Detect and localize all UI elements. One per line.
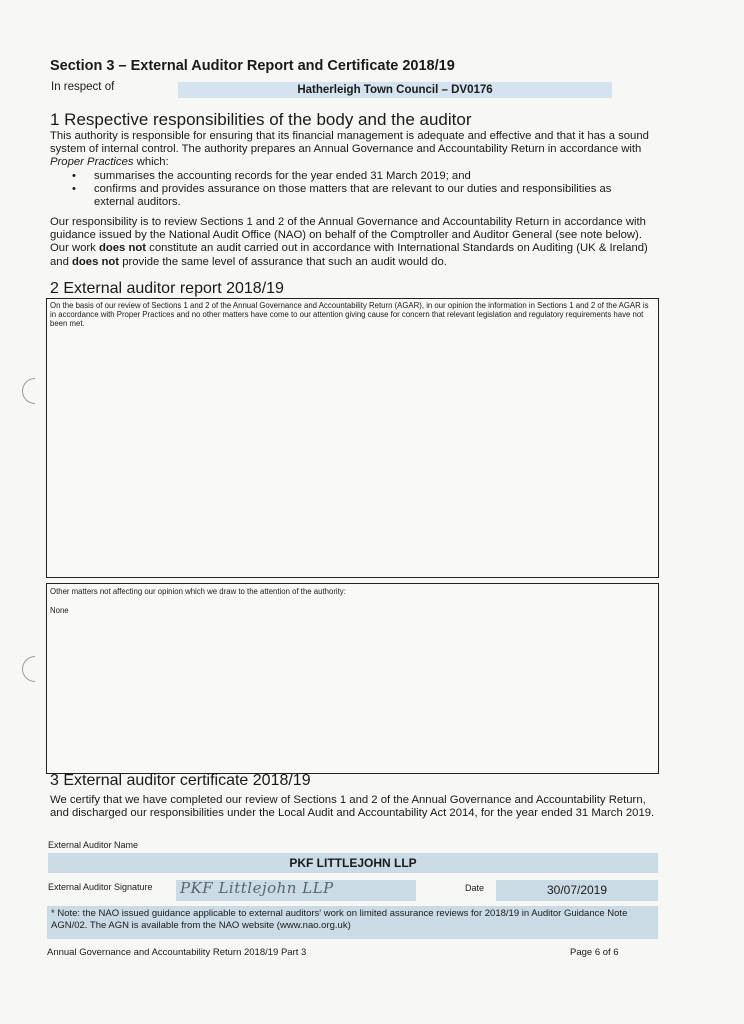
nao-note: * Note: the NAO issued guidance applicable to external auditors' work on limited assurance reviews for 2018/19 in Auditor Guidance Note AGN/02. The AGN is available from the NAO website (www.nao.org.uk) [47, 906, 658, 939]
punch-hole-icon [22, 378, 35, 404]
page-number: Page 6 of 6 [570, 947, 619, 958]
responsibilities-bullet-list [72, 170, 652, 210]
auditor-name-label: External Auditor Name [48, 840, 139, 850]
auditor-signature-box [176, 880, 416, 901]
certificate-text: We certify that we have completed our review of Sections 1 and 2 of the Annual Governance and Accountability Return, and discharged our responsibilities under the Local Audit and Accountability Act 2014, for the year ended 31 March 2019. [50, 794, 655, 819]
responsibilities-paragraph-2: Our responsibility is to review Sections 1 and 2 of the Annual Governance and Accountability Return in accordance with guidance issued by the National Audit Office (NAO) on behalf of the Comptroller and Auditor General (see note below). Our work does not constitute an audit carried out in accordance with International Standards on Auditing (UK & Ireland) and does not provide the same level of assurance that such an audit would do. [50, 216, 648, 268]
in-respect-of-value: Hatherleigh Town Council – DV0176 [178, 82, 612, 98]
other-matters-value: None [50, 606, 69, 615]
bullet-item: • summarises the accounting records for the year ended 31 March 2019; and [72, 170, 652, 183]
footer-title: Annual Governance and Accountability Return 2018/19 Part 3 [47, 947, 307, 958]
handwritten-signature: PKF Littlejohn LLP [180, 879, 334, 897]
auditor-report-box [46, 298, 659, 578]
responsibilities-paragraph-1: This authority is responsible for ensuring that its financial management is adequate and effective and that it has a sound system of internal control. The authority prepares an Annual Governance and Accountability Return in accordance with Proper Practices which: [50, 130, 649, 169]
auditor-name-value: PKF LITTLEJOHN LLP [48, 853, 658, 873]
date-value: 30/07/2019 [496, 880, 658, 901]
section-title: Section 3 – External Auditor Report and Certificate 2018/19 [50, 58, 455, 74]
bullet-item: • confirms and provides assurance on those matters that are relevant to our duties and responsibilities as external auditors. [72, 183, 652, 209]
report-heading: 2 External auditor report 2018/19 [50, 280, 284, 297]
date-label: Date [465, 883, 485, 893]
other-matters-label: Other matters not affecting our opinion which we draw to the attention of the authority: [50, 587, 346, 596]
other-matters-box [46, 583, 659, 774]
responsibilities-heading: 1 Respective responsibilities of the body and the auditor [50, 110, 472, 129]
auditor-report-text: On the basis of our review of Sections 1 and 2 of the Annual Governance and Accountability Return (AGAR), in our opinion the information in Sections 1 and 2 of the AGAR is in accordance with Proper Practices and no other matters have come to our attention giving cause for concern that relevant legislation and regulatory requirements have not been met. [50, 301, 649, 328]
certificate-heading: 3 External auditor certificate 2018/19 [50, 772, 311, 789]
in-respect-of-label: In respect of [51, 81, 115, 93]
auditor-signature-label: External Auditor Signature [48, 882, 153, 892]
punch-hole-icon [22, 656, 35, 682]
